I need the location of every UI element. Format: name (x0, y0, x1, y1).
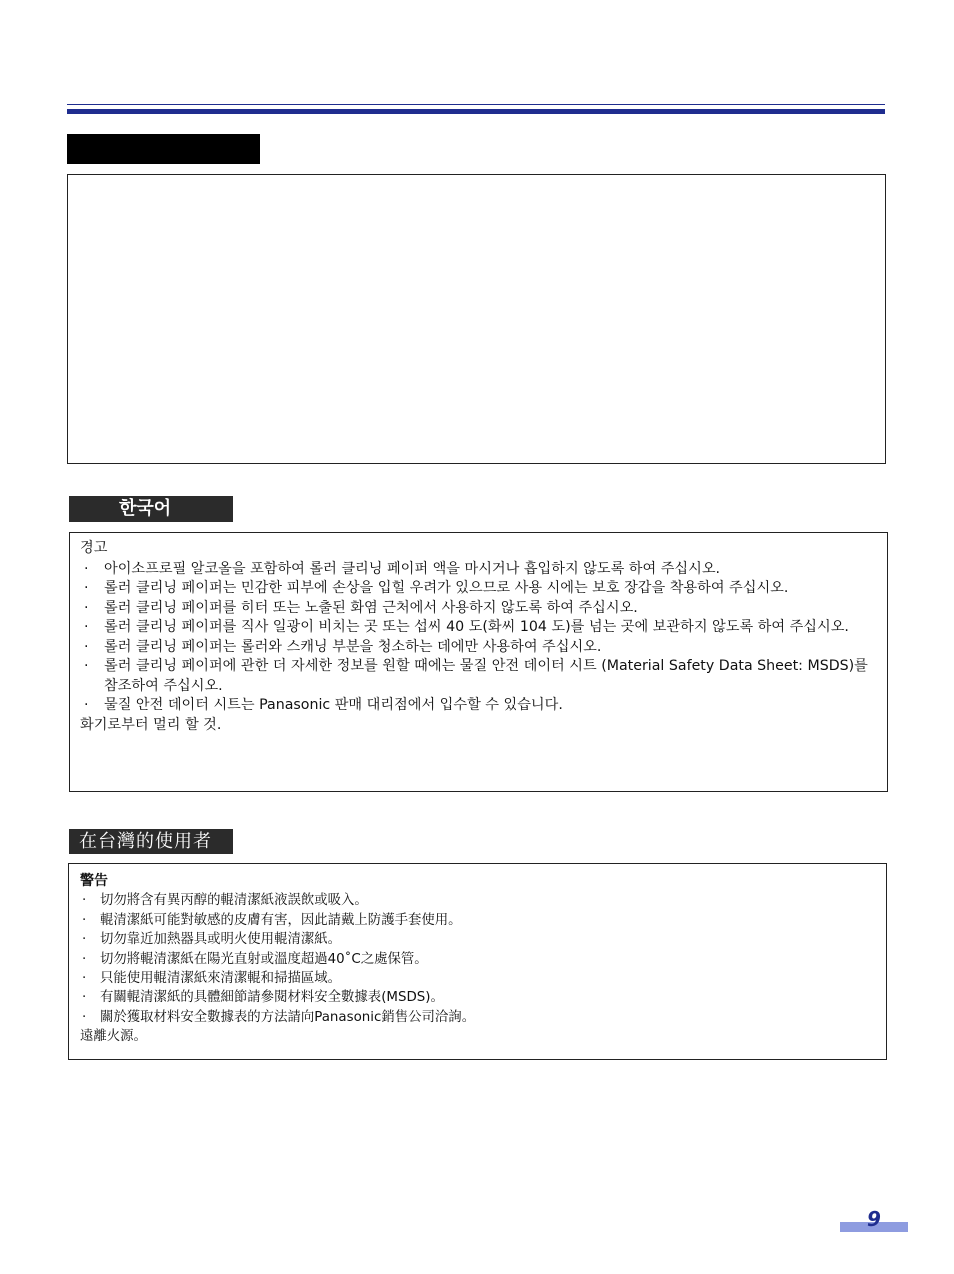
list-item-text: 關於獲取材料安全數據表的方法請向Panasonic銷售公司洽詢。 (100, 1009, 476, 1025)
list-item-text: 롤러 클리닝 페이퍼는 민감한 피부에 손상을 입힐 우려가 있으므로 사용 시에는 보호 장갑을 착용하여 주십시오. (104, 580, 789, 596)
bullet: · (84, 599, 89, 616)
list-item (80, 579, 875, 599)
bullet: · (82, 1009, 87, 1025)
list-item (80, 696, 875, 716)
list-item (80, 560, 875, 580)
list-item-text: 아이소프로필 알코올을 포함하여 롤러 클리닝 페이퍼 액을 마시거나 흡입하지 않도록 하여 주십시오. (104, 560, 721, 577)
korean-warning-footer: 화기로부터 멀리 할 것. (80, 716, 222, 733)
bullet: · (82, 951, 87, 967)
bullet: · (82, 912, 87, 928)
list-item (80, 618, 875, 638)
korean-warning-list (80, 560, 875, 716)
chinese-warning-footer: 遠離火源。 (80, 1029, 147, 1045)
bullet: · (84, 658, 89, 674)
korean-warning-box (69, 532, 888, 792)
list-item-text: 只能使用輥清潔紙來清潔輥和掃描區域。 (100, 971, 342, 987)
list-item (80, 950, 874, 969)
list-item-text: 롤러 클리닝 페이퍼를 히터 또는 노출된 화염 근처에서 사용하지 않도록 하여 주십시오. (104, 599, 638, 616)
bullet: · (84, 560, 89, 577)
list-item-text: 輥清潔紙可能對敏感的皮膚有害，因此請戴上防護手套使用。 (100, 912, 462, 928)
list-item (80, 930, 874, 949)
list-item (80, 911, 874, 930)
korean-warning-heading: 경고 (80, 540, 108, 556)
list-item-text: 有關輥清潔紙的具體細節請參閱材料安全數據表(MSDS)。 (100, 990, 444, 1006)
list-item (80, 969, 874, 988)
bullet: · (84, 697, 89, 713)
list-item (80, 638, 875, 658)
list-item-text: 롤러 클리닝 페이퍼에 관한 더 자세한 정보를 원할 때에는 물질 안전 데이터 시트 (Material Safety Data Sheet: MSDS)를 참조하여 주십시오. (104, 658, 868, 694)
list-item (80, 599, 875, 619)
header-rule-thin (67, 104, 885, 105)
list-item (80, 657, 875, 696)
chinese-warning-box (68, 863, 887, 1060)
list-item (80, 891, 874, 910)
header-rule-thick (67, 109, 885, 114)
bullet: · (84, 580, 89, 596)
bullet: · (84, 619, 89, 635)
list-item-text: 切勿將含有異丙醇的輥清潔紙液誤飲或吸入。 (100, 893, 368, 909)
bullet: · (84, 638, 89, 655)
list-item-text: 롤러 클리닝 페이퍼를 직사 일광이 비치는 곳 또는 섭씨 40 도(화씨 104 도)를 넘는 곳에 보관하지 않도록 하여 주십시오. (104, 619, 849, 635)
list-item (80, 1008, 874, 1027)
page-number: 9 (867, 1207, 881, 1231)
korean-section-label: 한국어 (69, 496, 233, 522)
list-item (80, 988, 874, 1007)
bullet: · (82, 990, 87, 1006)
list-item-text: 切勿靠近加熱器具或明火使用輥清潔紙。 (100, 932, 342, 948)
list-item-text: 물질 안전 데이터 시트는 Panasonic 판매 대리점에서 입수할 수 있습니다. (104, 697, 563, 713)
bullet: · (82, 932, 87, 948)
list-item-text: 切勿將輥清潔紙在陽光直射或溫度超過40˚C之處保管。 (100, 951, 428, 967)
chinese-warning-heading: 警告 (80, 873, 108, 889)
list-item-text: 롤러 클리닝 페이퍼는 롤러와 스캐닝 부분을 청소하는 데에만 사용하여 주십시오. (104, 638, 602, 655)
bullet: · (82, 971, 87, 987)
blank-section-label (67, 134, 260, 164)
chinese-warning-list (80, 891, 874, 1027)
chinese-section-label: 在台灣的使用者 (69, 829, 233, 854)
bullet: · (82, 893, 87, 909)
blank-content-box (67, 174, 886, 464)
